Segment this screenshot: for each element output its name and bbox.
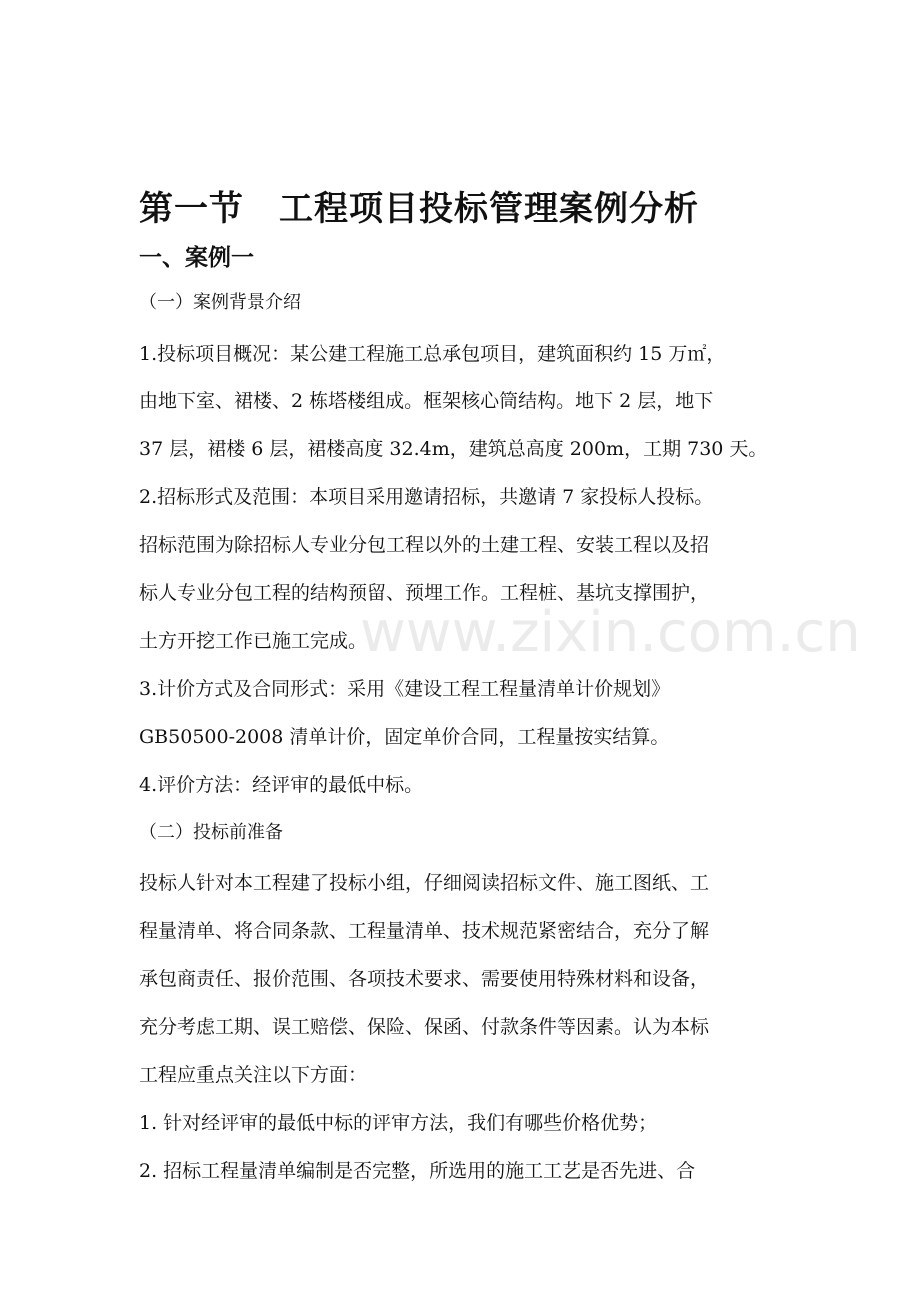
paragraph-line: 37 层，裙楼 6 层，裙楼高度 32.4m，建筑总高度 200m，工期 730 天。 bbox=[139, 438, 768, 460]
paragraph-line: 程量清单、将合同条款、工程量清单、技术规范紧密结合，充分了解 bbox=[139, 920, 710, 942]
paragraph-line: 土方开挖工作已施工完成。 bbox=[139, 630, 368, 652]
watermark: www.zixin.com.cn bbox=[360, 600, 861, 665]
subsection-heading-preparation: （二）投标前准备 bbox=[139, 822, 283, 843]
paragraph-line: 承包商责任、报价范围、各项技术要求、需要使用特殊材料和设备， bbox=[139, 968, 710, 990]
paragraph-line: 2.招标形式及范围：本项目采用邀请招标，共邀请 7 家投标人投标。 bbox=[139, 486, 714, 508]
list-item: 2. 招标工程量清单编制是否完整，所选用的施工工艺是否先进、合 bbox=[139, 1160, 696, 1182]
paragraph-line: 3.计价方式及合同形式：采用《建设工程工程量清单计价规划》 bbox=[139, 678, 671, 700]
paragraph-line: 工程应重点关注以下方面： bbox=[139, 1064, 368, 1086]
paragraph-line: 招标范围为除招标人专业分包工程以外的土建工程、安装工程以及招 bbox=[139, 534, 710, 556]
paragraph-line: 1.投标项目概况：某公建工程施工总承包项目，建筑面积约 15 万㎡， bbox=[139, 343, 726, 365]
paragraph-line: 充分考虑工期、误工赔偿、保险、保函、付款条件等因素。认为本标 bbox=[139, 1016, 710, 1038]
list-item: 1. 针对经评审的最低中标的评审方法，我们有哪些价格优势； bbox=[139, 1112, 658, 1134]
section-heading: 一、案例一 bbox=[139, 245, 254, 271]
paragraph-line: 标人专业分包工程的结构预留、预埋工作。工程桩、基坑支撑围护， bbox=[139, 582, 710, 604]
paragraph-line: 4.评价方法：经评审的最低中标。 bbox=[139, 774, 424, 796]
paragraph-line: GB50500-2008 清单计价，固定单价合同，工程量按实结算。 bbox=[139, 726, 670, 748]
paragraph-line: 投标人针对本工程建了投标小组，仔细阅读招标文件、施工图纸、工 bbox=[139, 872, 710, 894]
subsection-heading-background: （一）案例背景介绍 bbox=[139, 292, 301, 313]
paragraph-line: 由地下室、裙楼、2 栋塔楼组成。框架核心筒结构。地下 2 层，地下 bbox=[139, 390, 714, 412]
page-title: 第一节 工程项目投标管理案例分析 bbox=[139, 189, 699, 229]
